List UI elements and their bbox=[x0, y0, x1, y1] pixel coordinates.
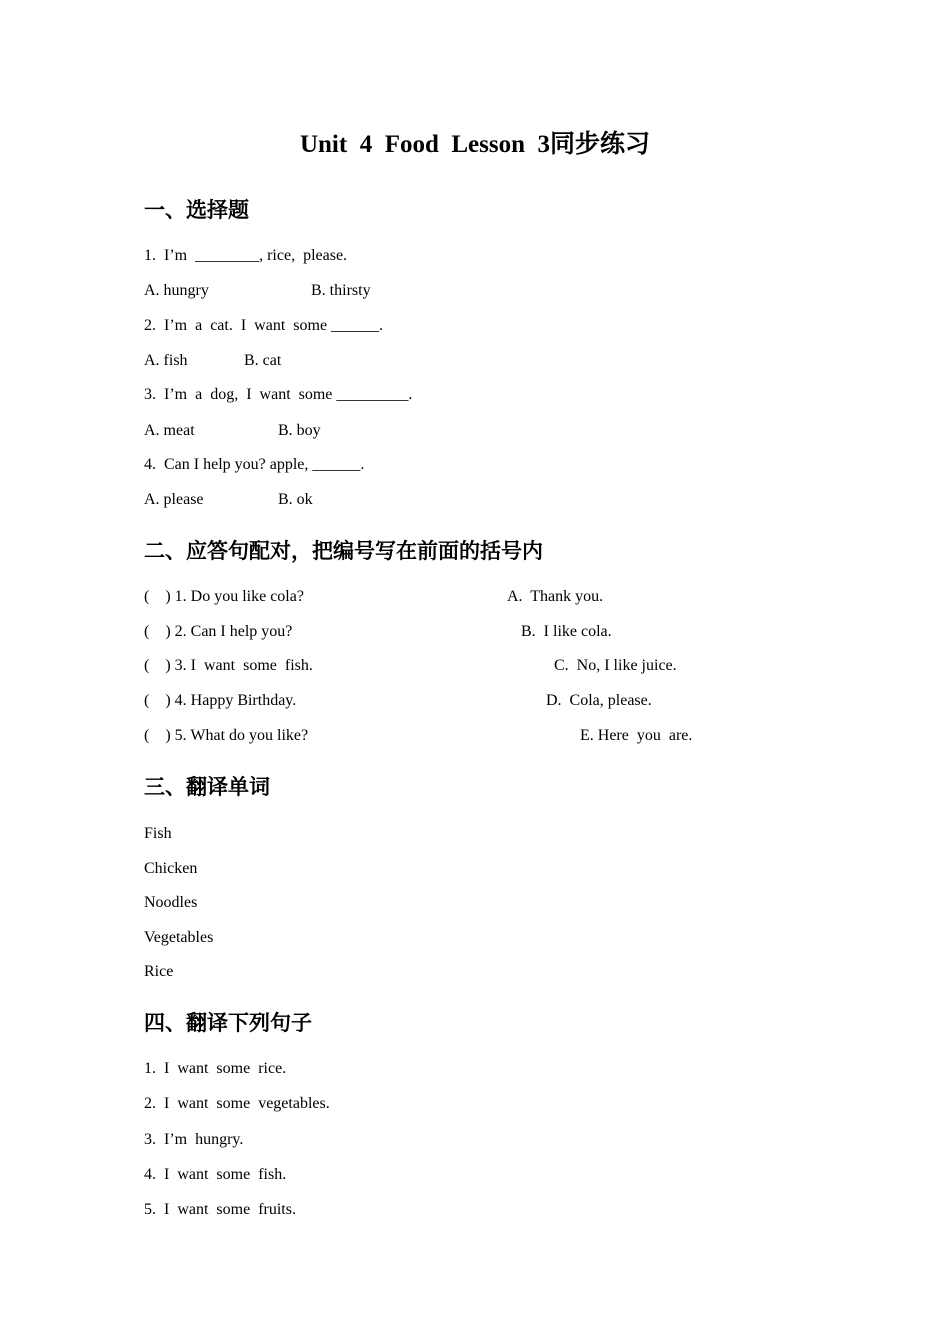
match-answer: E. Here you are. bbox=[580, 727, 693, 744]
section4-heading: 四、翻译下列句子 bbox=[144, 1011, 312, 1035]
sentence-item: 4. I want some fish. bbox=[144, 1166, 287, 1183]
q3-option-a: A. meat bbox=[144, 422, 195, 439]
sentence-item: 2. I want some vegetables. bbox=[144, 1095, 330, 1112]
q4-option-b: B. ok bbox=[278, 491, 313, 508]
match-question: ( ) 1. Do you like cola? bbox=[144, 588, 304, 605]
q1-option-b: B. thirsty bbox=[311, 282, 371, 299]
match-answer: A. Thank you. bbox=[507, 588, 604, 605]
match-answer: B. I like cola. bbox=[521, 623, 612, 640]
word-item: Fish bbox=[144, 825, 172, 842]
section2-heading: 二、应答句配对，把编号写在前面的括号内 bbox=[144, 539, 543, 563]
match-answer: D. Cola, please. bbox=[546, 692, 652, 709]
match-question: ( ) 3. I want some fish. bbox=[144, 657, 313, 674]
sentence-item: 3. I’m hungry. bbox=[144, 1131, 244, 1148]
match-question: ( ) 4. Happy Birthday. bbox=[144, 692, 297, 709]
word-item: Chicken bbox=[144, 860, 198, 877]
q1-option-a: A. hungry bbox=[144, 282, 209, 299]
word-item: Vegetables bbox=[144, 929, 214, 946]
sentence-item: 5. I want some fruits. bbox=[144, 1201, 296, 1218]
q2-stem: 2. I’m a cat. I want some ______. bbox=[144, 317, 384, 334]
sentence-item: 1. I want some rice. bbox=[144, 1060, 287, 1077]
section1-heading: 一、选择题 bbox=[144, 198, 249, 222]
word-item: Rice bbox=[144, 963, 174, 980]
match-question: ( ) 5. What do you like? bbox=[144, 727, 309, 744]
q3-option-b: B. boy bbox=[278, 422, 321, 439]
q4-stem: 4. Can I help you? apple, ______. bbox=[144, 456, 365, 473]
q2-option-b: B. cat bbox=[244, 352, 282, 369]
page-title: Unit 4 Food Lesson 3同步练习 bbox=[299, 131, 651, 158]
section3-heading: 三、翻译单词 bbox=[144, 775, 270, 799]
match-answer: C. No, I like juice. bbox=[554, 657, 677, 674]
q1-stem: 1. I’m ________, rice, please. bbox=[144, 247, 348, 264]
match-question: ( ) 2. Can I help you? bbox=[144, 623, 293, 640]
q2-option-a: A. fish bbox=[144, 352, 188, 369]
word-item: Noodles bbox=[144, 894, 198, 911]
q4-option-a: A. please bbox=[144, 491, 204, 508]
q3-stem: 3. I’m a dog, I want some _________. bbox=[144, 386, 413, 403]
